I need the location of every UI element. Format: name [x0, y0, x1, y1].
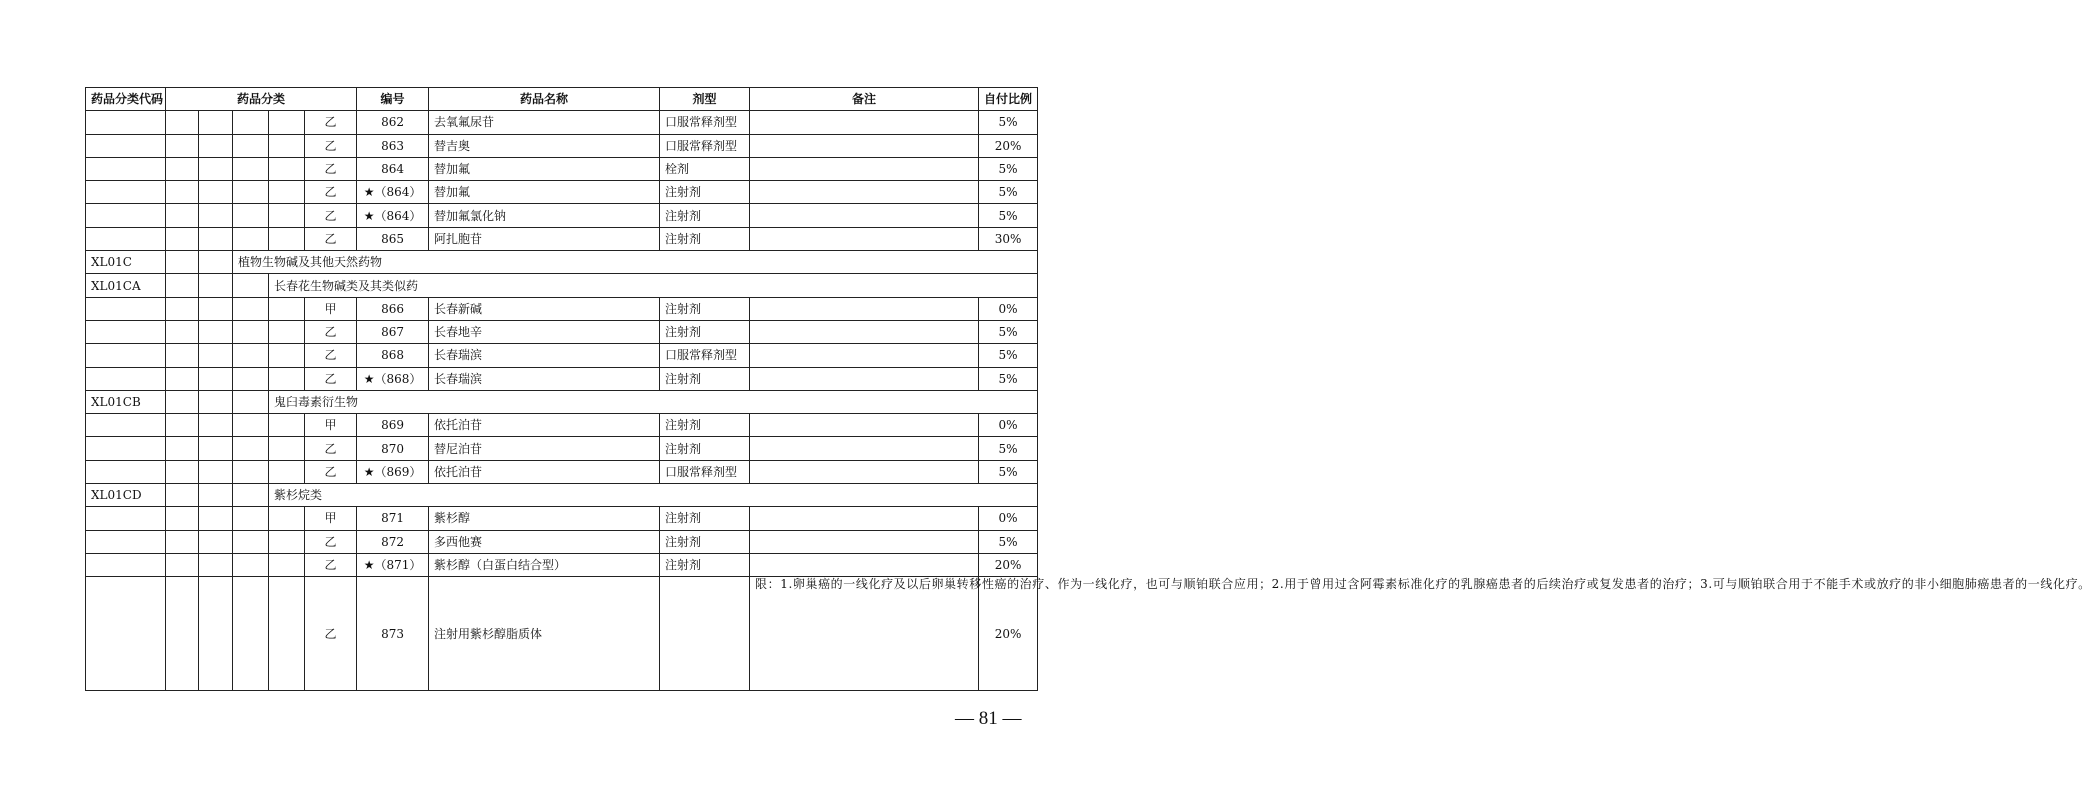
empty-cell — [86, 414, 166, 437]
drug-number-cell: ★（864） — [357, 181, 429, 204]
drug-class-cell: 乙 — [305, 577, 357, 691]
empty-cell — [233, 507, 269, 530]
drug-number-cell: ★（864） — [357, 204, 429, 227]
empty-cell — [269, 320, 305, 343]
empty-cell — [269, 344, 305, 367]
drug-row — [86, 344, 1038, 367]
drug-number-cell: 871 — [357, 507, 429, 530]
self-pay-ratio-cell: 5% — [979, 344, 1038, 367]
empty-cell — [199, 390, 233, 413]
drug-name-cell: 替吉奥 — [429, 134, 660, 157]
empty-cell — [199, 111, 233, 134]
drug-class-cell: 乙 — [305, 111, 357, 134]
empty-cell — [166, 390, 199, 413]
drug-row — [86, 157, 1038, 180]
empty-cell — [269, 577, 305, 691]
drug-row — [86, 181, 1038, 204]
empty-cell — [199, 157, 233, 180]
empty-cell — [199, 251, 233, 274]
dosage-form-cell: 栓剂 — [660, 157, 750, 180]
self-pay-ratio-cell: 5% — [979, 437, 1038, 460]
empty-cell — [269, 437, 305, 460]
empty-cell — [199, 414, 233, 437]
drug-number-cell: 868 — [357, 344, 429, 367]
drug-class-cell: 甲 — [305, 507, 357, 530]
drug-name-cell: 替加氟 — [429, 157, 660, 180]
empty-cell — [166, 274, 199, 297]
remark-cell — [750, 414, 979, 437]
self-pay-ratio-cell: 5% — [979, 111, 1038, 134]
empty-cell — [233, 274, 269, 297]
dosage-form-cell: 注射剂 — [660, 320, 750, 343]
drug-name-cell: 阿扎胞苷 — [429, 227, 660, 250]
drug-row — [86, 414, 1038, 437]
empty-cell — [166, 530, 199, 553]
remark-cell — [750, 530, 979, 553]
empty-cell — [233, 157, 269, 180]
empty-cell — [269, 134, 305, 157]
category-row — [86, 390, 1038, 413]
page-number: — 81 — — [955, 708, 1022, 729]
empty-cell — [199, 204, 233, 227]
empty-cell — [199, 437, 233, 460]
empty-cell — [233, 437, 269, 460]
drug-name-cell: 注射用紫杉醇脂质体 — [429, 577, 660, 691]
dosage-form-cell: 口服常释剂型 — [660, 344, 750, 367]
drug-row — [86, 460, 1038, 483]
empty-cell — [166, 297, 199, 320]
empty-cell — [269, 297, 305, 320]
empty-cell — [86, 227, 166, 250]
drug-row — [86, 227, 1038, 250]
remark-cell — [750, 344, 979, 367]
self-pay-ratio-cell: 5% — [979, 460, 1038, 483]
empty-cell — [233, 460, 269, 483]
remark-cell — [750, 507, 979, 530]
dosage-form-cell: 注射剂 — [660, 204, 750, 227]
empty-cell — [86, 437, 166, 460]
drug-row — [86, 437, 1038, 460]
empty-cell — [269, 204, 305, 227]
empty-cell — [199, 134, 233, 157]
self-pay-ratio-cell: 5% — [979, 157, 1038, 180]
empty-cell — [233, 414, 269, 437]
empty-cell — [269, 460, 305, 483]
empty-cell — [269, 367, 305, 390]
empty-cell — [166, 414, 199, 437]
remark-cell — [750, 553, 979, 576]
header-note: 备注 — [750, 88, 979, 111]
header-category: 药品分类 — [166, 88, 357, 111]
dosage-form-cell: 注射剂 — [660, 437, 750, 460]
empty-cell — [233, 204, 269, 227]
dosage-form-cell — [660, 577, 750, 691]
empty-cell — [86, 157, 166, 180]
empty-cell — [166, 204, 199, 227]
category-code-cell: XL01C — [86, 251, 166, 274]
empty-cell — [86, 344, 166, 367]
empty-cell — [86, 320, 166, 343]
drug-class-cell: 乙 — [305, 344, 357, 367]
empty-cell — [199, 553, 233, 576]
drug-name-cell: 长春新碱 — [429, 297, 660, 320]
drug-class-cell: 乙 — [305, 553, 357, 576]
drug-class-cell: 乙 — [305, 204, 357, 227]
empty-cell — [166, 460, 199, 483]
drug-class-cell: 乙 — [305, 437, 357, 460]
drug-row — [86, 507, 1038, 530]
remark-cell — [750, 437, 979, 460]
category-row — [86, 484, 1038, 507]
empty-cell — [166, 320, 199, 343]
drug-number-cell: 873 — [357, 577, 429, 691]
empty-cell — [166, 157, 199, 180]
drug-row — [86, 297, 1038, 320]
empty-cell — [86, 181, 166, 204]
header-name: 药品名称 — [429, 88, 660, 111]
empty-cell — [199, 297, 233, 320]
empty-cell — [166, 227, 199, 250]
drug-name-cell: 多西他赛 — [429, 530, 660, 553]
empty-cell — [86, 297, 166, 320]
table-header-row — [86, 88, 1038, 111]
drug-class-cell: 乙 — [305, 530, 357, 553]
drug-name-cell: 长春瑞滨 — [429, 344, 660, 367]
empty-cell — [86, 134, 166, 157]
drug-number-cell: 862 — [357, 111, 429, 134]
self-pay-ratio-cell: 20% — [979, 134, 1038, 157]
drug-class-cell: 乙 — [305, 227, 357, 250]
drug-name-cell: 依托泊苷 — [429, 460, 660, 483]
drug-catalog-table — [85, 87, 2091, 691]
dosage-form-cell: 注射剂 — [660, 553, 750, 576]
drug-number-cell: 870 — [357, 437, 429, 460]
drug-class-cell: 乙 — [305, 460, 357, 483]
self-pay-ratio-cell: 0% — [979, 507, 1038, 530]
empty-cell — [233, 181, 269, 204]
empty-cell — [86, 460, 166, 483]
self-pay-ratio-cell: 0% — [979, 414, 1038, 437]
drug-row — [86, 367, 1038, 390]
self-pay-ratio-cell: 5% — [979, 367, 1038, 390]
empty-cell — [269, 414, 305, 437]
empty-cell — [86, 367, 166, 390]
empty-cell — [86, 553, 166, 576]
drug-number-cell: ★（868） — [357, 367, 429, 390]
empty-cell — [233, 320, 269, 343]
empty-cell — [166, 507, 199, 530]
header-number: 编号 — [357, 88, 429, 111]
header-form: 剂型 — [660, 88, 750, 111]
dosage-form-cell: 注射剂 — [660, 507, 750, 530]
empty-cell — [233, 111, 269, 134]
remark-cell — [750, 227, 979, 250]
self-pay-ratio-cell: 30% — [979, 227, 1038, 250]
dosage-form-cell: 口服常释剂型 — [660, 134, 750, 157]
drug-row — [86, 320, 1038, 343]
remark-cell — [750, 111, 979, 134]
remark-cell — [750, 204, 979, 227]
empty-cell — [166, 251, 199, 274]
drug-class-cell: 乙 — [305, 134, 357, 157]
empty-cell — [199, 181, 233, 204]
empty-cell — [199, 367, 233, 390]
dosage-form-cell: 注射剂 — [660, 414, 750, 437]
empty-cell — [269, 157, 305, 180]
header-code: 药品分类代码 — [86, 88, 166, 111]
empty-cell — [233, 390, 269, 413]
empty-cell — [86, 111, 166, 134]
drug-class-cell: 甲 — [305, 414, 357, 437]
empty-cell — [233, 553, 269, 576]
empty-cell — [166, 553, 199, 576]
empty-cell — [233, 577, 269, 691]
drug-number-cell: ★（869） — [357, 460, 429, 483]
drug-number-cell: 872 — [357, 530, 429, 553]
drug-number-cell: 866 — [357, 297, 429, 320]
drug-class-cell: 甲 — [305, 297, 357, 320]
self-pay-ratio-cell: 5% — [979, 530, 1038, 553]
empty-cell — [199, 320, 233, 343]
drug-class-cell: 乙 — [305, 320, 357, 343]
category-code-cell: XL01CB — [86, 390, 166, 413]
empty-cell — [199, 530, 233, 553]
drug-class-cell: 乙 — [305, 157, 357, 180]
empty-cell — [269, 553, 305, 576]
header-ratio: 自付比例 — [979, 88, 1038, 111]
drug-name-cell: 依托泊苷 — [429, 414, 660, 437]
drug-row — [86, 204, 1038, 227]
empty-cell — [166, 577, 199, 691]
drug-number-cell: 865 — [357, 227, 429, 250]
remark-cell — [750, 157, 979, 180]
remark-cell: 限：1.卵巢癌的一线化疗及以后卵巢转移性癌的治疗、作为一线化疗，也可与顺铂联合应用；2.用于曾用过含阿霉素标准化疗的乳腺癌患者的后续治疗或复发患者的治疗；3.可与顺铂联合用于不能手术或放疗的非小细胞肺癌患者的一线化疗。 — [750, 577, 979, 691]
drug-number-cell: 864 — [357, 157, 429, 180]
empty-cell — [199, 227, 233, 250]
self-pay-ratio-cell: 20% — [979, 577, 1038, 691]
empty-cell — [199, 460, 233, 483]
drug-row — [86, 134, 1038, 157]
category-label-cell: 植物生物碱及其他天然药物 — [233, 251, 1038, 274]
drug-class-cell: 乙 — [305, 367, 357, 390]
drug-name-cell: 紫杉醇 — [429, 507, 660, 530]
empty-cell — [166, 134, 199, 157]
self-pay-ratio-cell: 20% — [979, 553, 1038, 576]
dosage-form-cell: 注射剂 — [660, 227, 750, 250]
self-pay-ratio-cell: 0% — [979, 297, 1038, 320]
empty-cell — [233, 367, 269, 390]
empty-cell — [233, 484, 269, 507]
empty-cell — [233, 344, 269, 367]
category-label-cell: 紫杉烷类 — [269, 484, 1038, 507]
empty-cell — [233, 530, 269, 553]
empty-cell — [166, 367, 199, 390]
remark-cell — [750, 320, 979, 343]
drug-number-cell: ★（871） — [357, 553, 429, 576]
category-label-cell: 长春花生物碱类及其类似药 — [269, 274, 1038, 297]
category-label-cell: 鬼臼毒素衍生物 — [269, 390, 1038, 413]
category-row — [86, 251, 1038, 274]
self-pay-ratio-cell: 5% — [979, 320, 1038, 343]
empty-cell — [269, 111, 305, 134]
empty-cell — [166, 181, 199, 204]
empty-cell — [166, 437, 199, 460]
empty-cell — [166, 344, 199, 367]
category-code-cell: XL01CD — [86, 484, 166, 507]
drug-name-cell: 长春地辛 — [429, 320, 660, 343]
drug-row — [86, 530, 1038, 553]
self-pay-ratio-cell: 5% — [979, 204, 1038, 227]
dosage-form-cell: 注射剂 — [660, 530, 750, 553]
empty-cell — [199, 507, 233, 530]
drug-row — [86, 111, 1038, 134]
drug-name-cell: 紫杉醇（白蛋白结合型） — [429, 553, 660, 576]
empty-cell — [86, 530, 166, 553]
empty-cell — [269, 507, 305, 530]
drug-name-cell: 去氧氟尿苷 — [429, 111, 660, 134]
drug-number-cell: 867 — [357, 320, 429, 343]
empty-cell — [199, 274, 233, 297]
drug-name-cell: 替尼泊苷 — [429, 437, 660, 460]
drug-number-cell: 863 — [357, 134, 429, 157]
empty-cell — [199, 484, 233, 507]
self-pay-ratio-cell: 5% — [979, 181, 1038, 204]
remark-cell — [750, 367, 979, 390]
dosage-form-cell: 注射剂 — [660, 297, 750, 320]
drug-row — [86, 553, 1038, 576]
drug-name-cell: 替加氟 — [429, 181, 660, 204]
empty-cell — [166, 111, 199, 134]
drug-row — [86, 577, 1038, 691]
empty-cell — [269, 530, 305, 553]
remark-cell — [750, 297, 979, 320]
empty-cell — [269, 181, 305, 204]
remark-cell — [750, 134, 979, 157]
remark-cell — [750, 181, 979, 204]
drug-number-cell: 869 — [357, 414, 429, 437]
empty-cell — [269, 227, 305, 250]
dosage-form-cell: 注射剂 — [660, 367, 750, 390]
table-body — [86, 111, 2091, 691]
dosage-form-cell: 口服常释剂型 — [660, 460, 750, 483]
empty-cell — [86, 577, 166, 691]
dosage-form-cell: 注射剂 — [660, 181, 750, 204]
remark-cell — [750, 460, 979, 483]
empty-cell — [86, 204, 166, 227]
empty-cell — [233, 227, 269, 250]
category-code-cell: XL01CA — [86, 274, 166, 297]
category-row — [86, 274, 1038, 297]
dosage-form-cell: 口服常释剂型 — [660, 111, 750, 134]
drug-name-cell: 长春瑞滨 — [429, 367, 660, 390]
empty-cell — [199, 344, 233, 367]
empty-cell — [233, 297, 269, 320]
drug-name-cell: 替加氟氯化钠 — [429, 204, 660, 227]
empty-cell — [233, 134, 269, 157]
drug-class-cell: 乙 — [305, 181, 357, 204]
empty-cell — [86, 507, 166, 530]
empty-cell — [166, 484, 199, 507]
empty-cell — [199, 577, 233, 691]
